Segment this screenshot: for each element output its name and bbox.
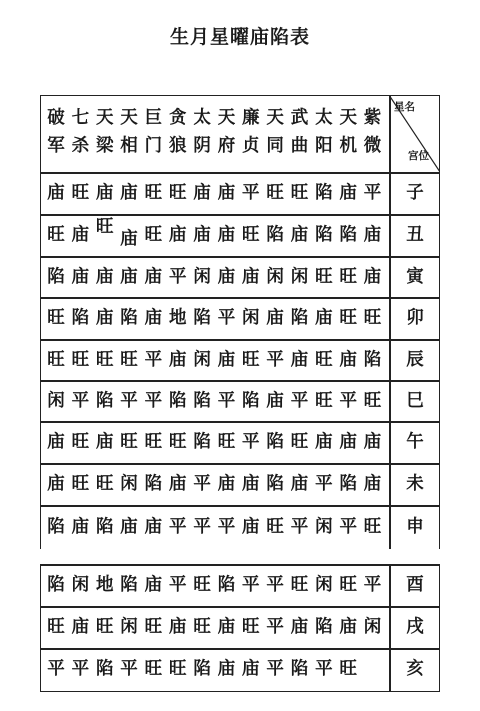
- table-cell: 庙: [47, 183, 65, 203]
- star-name-top: 贪: [169, 108, 187, 128]
- row-divider: [40, 256, 440, 258]
- table-cell: 旺: [120, 432, 138, 452]
- table-cell: 平: [339, 391, 357, 411]
- table-cell: 旺: [71, 474, 90, 494]
- table-cell: 平: [47, 659, 65, 679]
- table-cell: 旺: [266, 183, 284, 203]
- page-gap: [40, 549, 440, 564]
- table-cell: 旺: [47, 350, 65, 370]
- palace-label: 未: [406, 474, 424, 494]
- table-cell: 庙: [363, 267, 382, 287]
- table-cell: 平: [120, 391, 138, 411]
- table-cell: 陷: [193, 659, 211, 679]
- table-cell: 庙: [71, 517, 90, 537]
- table-cell: 庙: [290, 350, 309, 370]
- table-cell: 旺: [169, 432, 187, 452]
- table-cell: 陷: [193, 308, 211, 328]
- table-cell: 旺: [339, 308, 357, 328]
- table-cell: 旺: [242, 350, 260, 370]
- table-cell: 庙: [95, 267, 114, 287]
- table-cell: 闲: [120, 474, 138, 494]
- table-cell: 旺: [95, 617, 114, 637]
- table-cell: 旺: [144, 432, 163, 452]
- table-cell: 平: [242, 432, 260, 452]
- table-cell: 庙: [339, 617, 357, 637]
- table-cell: 庙: [71, 225, 90, 245]
- star-name-top: 破: [47, 108, 65, 128]
- star-name-bottom: 微: [363, 136, 382, 156]
- star-name-bottom: 阴: [193, 136, 211, 156]
- table-cell: 庙: [47, 432, 65, 452]
- table-cell: 庙: [242, 267, 260, 287]
- table-cell: 庙: [242, 659, 260, 679]
- palace-label: 午: [406, 432, 424, 452]
- palace-label: 巳: [406, 391, 424, 411]
- table-cell: 陷: [95, 517, 114, 537]
- table-cell: 陷: [363, 350, 382, 370]
- corner-star-label: 星名: [394, 101, 415, 113]
- table-cell: 庙: [363, 225, 382, 245]
- table-cell: 旺: [339, 659, 357, 679]
- table-cell: 庙: [144, 575, 163, 595]
- table-cell: 陷: [266, 432, 284, 452]
- table-cell: 庙: [217, 267, 236, 287]
- table-cell: 陷: [266, 474, 284, 494]
- table-cell: 旺: [47, 617, 65, 637]
- table-cell: 庙: [339, 432, 357, 452]
- table-cell: 旺: [266, 517, 284, 537]
- star-name-top: 巨: [144, 108, 163, 128]
- table-cell: 旺: [47, 308, 65, 328]
- star-name-bottom: 同: [266, 136, 284, 156]
- star-name-bottom: 狼: [169, 136, 187, 156]
- row-divider: [40, 606, 440, 608]
- table-cell: 平: [217, 391, 236, 411]
- star-name-top: 紫: [363, 108, 382, 128]
- table-cell: 平: [266, 617, 284, 637]
- table-cell: 旺: [363, 308, 382, 328]
- table-cell: 旺: [95, 350, 114, 370]
- table-cell: 庙: [120, 267, 138, 287]
- table-cell: 庙: [95, 432, 114, 452]
- palace-label: 辰: [406, 350, 424, 370]
- table-cell: 庙: [315, 308, 333, 328]
- table-cell: 闲: [315, 575, 333, 595]
- table-cell: 庙: [217, 474, 236, 494]
- table-cell: 旺: [339, 575, 357, 595]
- table-cell: 平: [71, 659, 90, 679]
- table-cell: 平: [363, 183, 382, 203]
- table-cell: 庙: [290, 617, 309, 637]
- palace-label: 戌: [406, 617, 424, 637]
- table-cell: 平: [144, 350, 163, 370]
- table-cell: 旺: [71, 183, 90, 203]
- row-divider: [40, 339, 440, 341]
- table-cell: 旺: [169, 659, 187, 679]
- star-name-top: 太: [315, 108, 333, 128]
- table-cell: 庙: [339, 183, 357, 203]
- table-cell: 旺: [290, 575, 309, 595]
- table-cell: 庙: [71, 267, 90, 287]
- table-cell: 旺: [144, 183, 163, 203]
- table-cell: 庙: [217, 659, 236, 679]
- table-cell: 陷: [120, 308, 138, 328]
- table-cell: 平: [169, 267, 187, 287]
- table-cell: 陷: [339, 225, 357, 245]
- table-cell: 平: [266, 350, 284, 370]
- table-cell: 庙: [193, 225, 211, 245]
- table-cell: 闲: [363, 617, 382, 637]
- table-cell: 庙: [169, 617, 187, 637]
- table-cell: 地: [169, 308, 187, 328]
- table-cell: 陷: [217, 575, 236, 595]
- table-cell: 庙: [120, 517, 138, 537]
- table-cell: 陷: [290, 308, 309, 328]
- table-cell: 庙: [71, 617, 90, 637]
- star-name-bottom: 机: [339, 136, 357, 156]
- table-cell: 陷: [193, 432, 211, 452]
- table-cell: 旺: [193, 575, 211, 595]
- table-cell: 旺: [315, 350, 333, 370]
- table-cell: 平: [363, 575, 382, 595]
- corner-palace-label: 宫位: [408, 150, 429, 162]
- table-cell: 平: [144, 391, 163, 411]
- table-cell: 平: [169, 517, 187, 537]
- table-cell: 陷: [315, 183, 333, 203]
- table-cell: 旺: [217, 432, 236, 452]
- table-cell: 旺: [290, 183, 309, 203]
- table-cell: 旺: [144, 617, 163, 637]
- table-cell: 旺: [144, 225, 163, 245]
- table-cell: 闲: [71, 575, 90, 595]
- table-cell: 庙: [95, 308, 114, 328]
- table-cell: 平: [217, 517, 236, 537]
- table-cell: 庙: [217, 183, 236, 203]
- palace-label: 子: [406, 183, 424, 203]
- table-cell: 陷: [47, 517, 65, 537]
- table-cell: 庙: [217, 225, 236, 245]
- table-cell: 平: [120, 659, 138, 679]
- table-cell: 闲: [47, 391, 65, 411]
- table-cell: 旺: [315, 267, 333, 287]
- star-name-top: 天: [266, 108, 284, 128]
- table-cell: 庙: [363, 474, 382, 494]
- table-cell: 平: [217, 308, 236, 328]
- table-cell: 旺: [242, 225, 260, 245]
- table-cell: 庙: [193, 183, 211, 203]
- table-cell: 地: [95, 575, 114, 595]
- table-cell: 平: [315, 474, 333, 494]
- row-divider: [40, 648, 440, 650]
- row-divider: [40, 297, 440, 299]
- table-cell: 陷: [266, 225, 284, 245]
- row-divider: [40, 564, 440, 566]
- table-cell: 旺: [242, 617, 260, 637]
- row-divider: [40, 172, 440, 174]
- table-cell: 庙: [217, 617, 236, 637]
- table-cell: 旺: [71, 432, 90, 452]
- table-cell: 旺: [363, 517, 382, 537]
- table-cell: 陷: [193, 391, 211, 411]
- row-divider: [40, 380, 440, 382]
- table-cell: 陷: [120, 575, 138, 595]
- table-cell: 庙: [266, 391, 284, 411]
- table-cell: 庙: [144, 267, 163, 287]
- table-cell: 庙: [95, 183, 114, 203]
- table-cell: 庙: [47, 474, 65, 494]
- star-name-top: 廉: [242, 108, 260, 128]
- star-name-top: 天: [95, 108, 114, 128]
- star-name-bottom: 曲: [290, 136, 309, 156]
- table-cell: 闲: [193, 350, 211, 370]
- star-name-top: 天: [120, 108, 138, 128]
- row-divider: [40, 505, 440, 507]
- table-cell: 庙: [339, 350, 357, 370]
- table-cell: 平: [193, 517, 211, 537]
- table-cell: 庙: [169, 225, 187, 245]
- table-cell: 陷: [47, 267, 65, 287]
- table-cell: 平: [339, 517, 357, 537]
- table-cell: 陷: [242, 391, 260, 411]
- table-cell: 平: [169, 575, 187, 595]
- star-name-top: 天: [339, 108, 357, 128]
- table-cell: 庙: [242, 517, 260, 537]
- table-cell: 庙: [290, 474, 309, 494]
- table-cell: 旺: [193, 617, 211, 637]
- table-cell: 庙: [363, 432, 382, 452]
- table-cell: 平: [290, 391, 309, 411]
- table-cell: 陷: [95, 659, 114, 679]
- table-cell: 陷: [315, 617, 333, 637]
- star-name-top: 天: [217, 108, 236, 128]
- table-cell: 旺: [47, 225, 65, 245]
- table-cell: 旺: [71, 350, 90, 370]
- star-name-bottom: 杀: [71, 136, 90, 156]
- row-divider: [40, 463, 440, 465]
- table-cell: 旺: [95, 474, 114, 494]
- table-cell: 旺: [169, 183, 187, 203]
- table-cell: 庙: [144, 517, 163, 537]
- table-cell: 平: [242, 183, 260, 203]
- table-cell: 闲: [315, 517, 333, 537]
- table-cell: 平: [193, 474, 211, 494]
- star-name-bottom: 军: [47, 136, 65, 156]
- table-cell: 闲: [120, 617, 138, 637]
- star-name-bottom: 府: [217, 136, 236, 156]
- palace-label: 亥: [406, 659, 424, 679]
- table-cell: 平: [315, 659, 333, 679]
- table-cell: 闲: [290, 267, 309, 287]
- star-name-bottom: 贞: [242, 136, 260, 156]
- table-cell: 庙: [144, 308, 163, 328]
- table-cell: 庙: [242, 474, 260, 494]
- star-name-bottom: 门: [144, 136, 163, 156]
- star-name-bottom: 相: [120, 136, 138, 156]
- table-cell: 庙: [169, 350, 187, 370]
- table-cell: 平: [71, 391, 90, 411]
- table-cell: 陷: [95, 391, 114, 411]
- table-cell: 庙: [120, 229, 138, 249]
- table-cell: 陷: [315, 225, 333, 245]
- table-cell: 陷: [339, 474, 357, 494]
- table-cell: 旺: [363, 391, 382, 411]
- star-name-top: 七: [71, 108, 90, 128]
- table-cell: 平: [242, 575, 260, 595]
- table-cell: 陷: [169, 391, 187, 411]
- palace-label: 申: [406, 517, 424, 537]
- table-cell: 庙: [169, 474, 187, 494]
- table-cell: 陷: [71, 308, 90, 328]
- table-cell: 旺: [95, 217, 114, 237]
- table-cell: 旺: [120, 350, 138, 370]
- table-cell: 旺: [290, 432, 309, 452]
- table-cell: 平: [290, 517, 309, 537]
- table-cell: 庙: [290, 225, 309, 245]
- table-cell: 闲: [266, 267, 284, 287]
- table-cell: 陷: [47, 575, 65, 595]
- star-name-top: 太: [193, 108, 211, 128]
- page-title: 生月星曜庙陷表: [169, 26, 310, 48]
- palace-label: 酉: [406, 575, 424, 595]
- table-cell: 陷: [290, 659, 309, 679]
- palace-label: 丑: [406, 225, 424, 245]
- table-cell: 陷: [144, 474, 163, 494]
- table-cell: 旺: [339, 267, 357, 287]
- table-cell: 庙: [217, 350, 236, 370]
- table-cell: 旺: [315, 391, 333, 411]
- table-cell: 旺: [144, 659, 163, 679]
- table-cell: 平: [266, 575, 284, 595]
- table-cell: 闲: [242, 308, 260, 328]
- table-cell: 闲: [193, 267, 211, 287]
- table-cell: 庙: [315, 432, 333, 452]
- star-name-top: 武: [290, 108, 309, 128]
- row-divider: [40, 421, 440, 423]
- palace-label: 寅: [406, 267, 424, 287]
- star-name-bottom: 梁: [95, 136, 114, 156]
- palace-label: 卯: [406, 308, 424, 328]
- star-name-bottom: 阳: [315, 136, 333, 156]
- table-cell: 平: [266, 659, 284, 679]
- table-cell: 庙: [120, 183, 138, 203]
- table-cell: 庙: [266, 308, 284, 328]
